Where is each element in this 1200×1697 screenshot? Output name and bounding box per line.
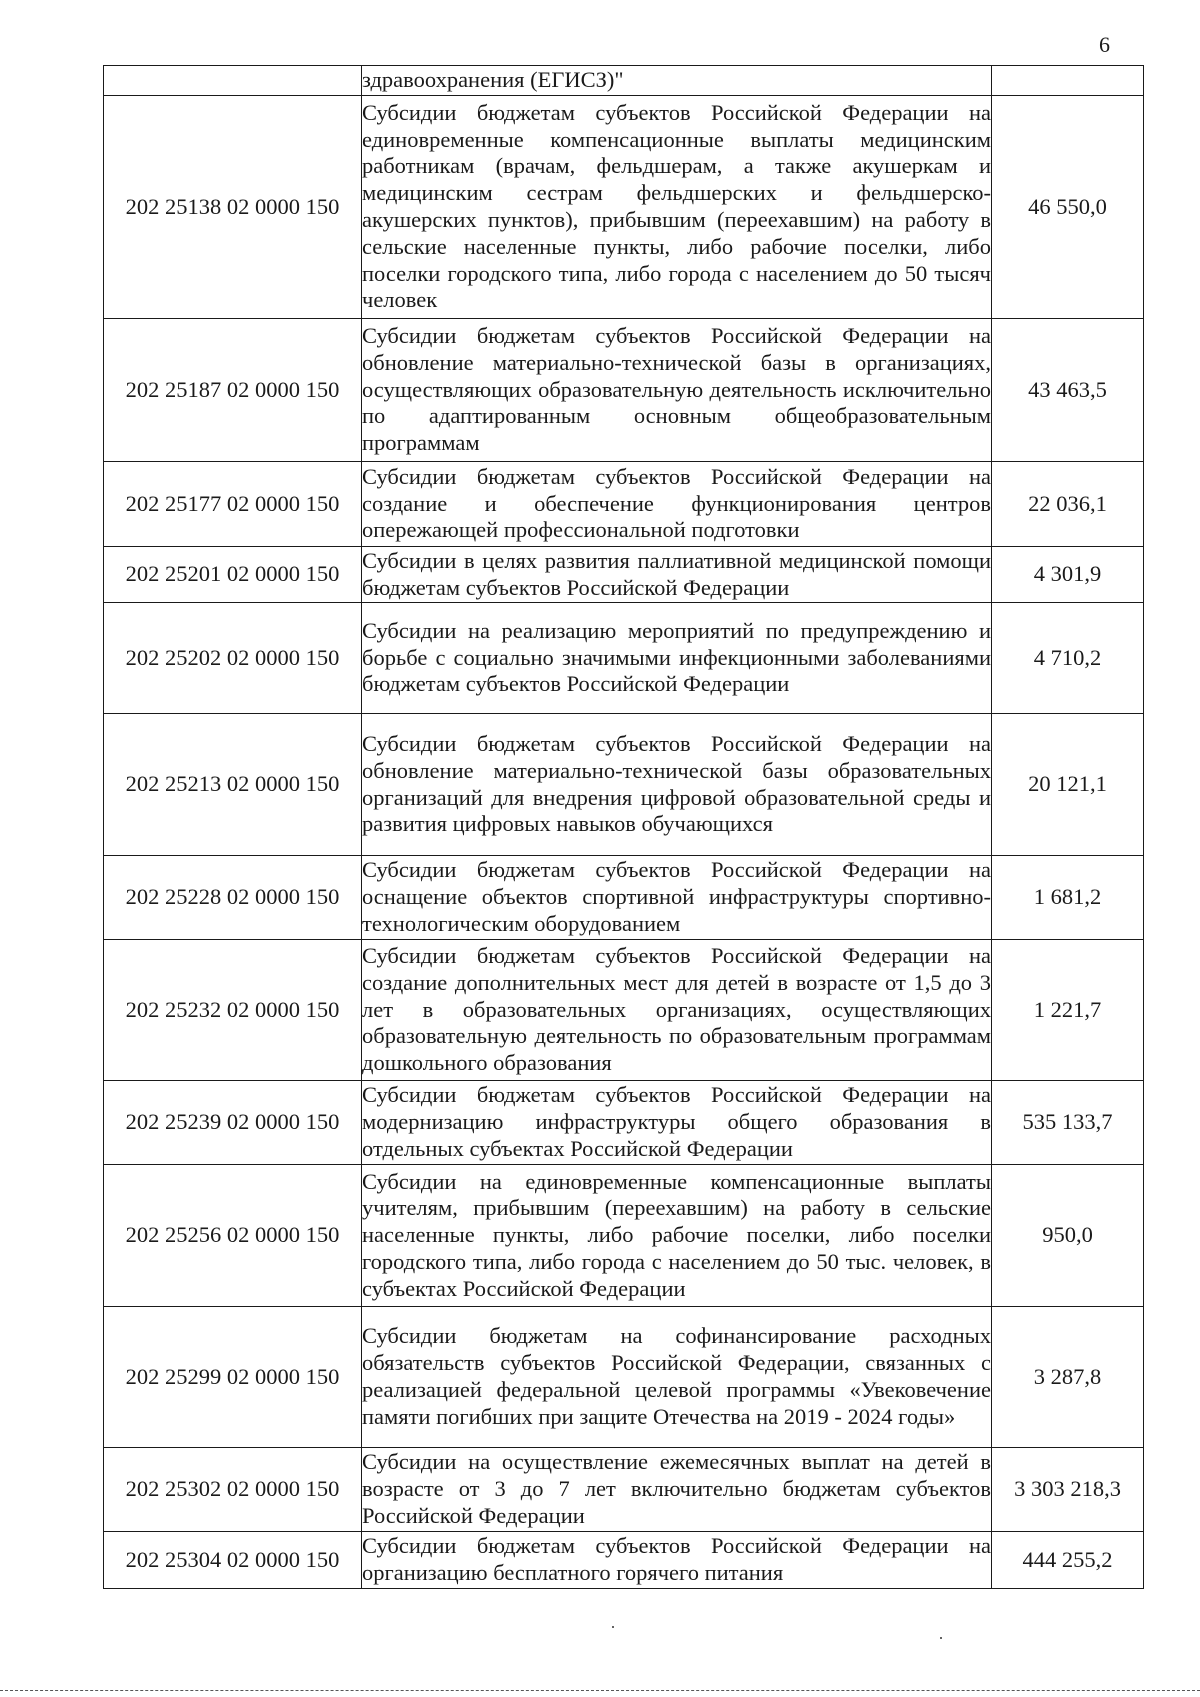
- table-row: [104, 547, 1144, 603]
- budget-code-cell: [104, 66, 362, 96]
- budget-table: [103, 65, 1144, 1589]
- subsidy-description-cell: Субсидии бюджетам на софинансирование расходных обязательств субъектов Российской Федерации, связанных с реализацией федеральной целевой программы «Увековечение памяти погибших при защите Отечества на 2019 - 2024 годы»: [362, 1307, 992, 1448]
- amount-cell: 3 287,8: [992, 1307, 1144, 1448]
- budget-code-cell: 202 25213 02 0000 150: [104, 714, 362, 856]
- subsidy-description-cell: Субсидии бюджетам субъектов Российской Федерации на создание и обеспечение функционирования центров опережающей профессиональной подготовки: [362, 462, 992, 547]
- amount-cell: [992, 66, 1144, 96]
- subsidy-description-cell: Субсидии на единовременные компенсационные выплаты учителям, прибывшим (переехавшим) на работу в сельские населенные пункты, либо рабочие поселки, либо поселки городского типа, либо города с населением до 50 тыс. человек, в субъектах Российской Федерации: [362, 1165, 992, 1307]
- amount-cell: 1 681,2: [992, 856, 1144, 940]
- subsidy-description-cell: Субсидии бюджетам субъектов Российской Федерации на обновление материально-технической базы в организациях, осуществляющих образовательную деятельность исключительно по адаптированным основным общеобразовательным программам: [362, 319, 992, 462]
- amount-cell: 43 463,5: [992, 319, 1144, 462]
- amount-cell: 535 133,7: [992, 1081, 1144, 1165]
- table-row: [104, 603, 1144, 714]
- table-row: [104, 319, 1144, 462]
- budget-code-cell: 202 25177 02 0000 150: [104, 462, 362, 547]
- budget-code-cell: 202 25138 02 0000 150: [104, 96, 362, 319]
- budget-code-cell: 202 25202 02 0000 150: [104, 603, 362, 714]
- table-row: [104, 714, 1144, 856]
- table-row: [104, 66, 1144, 96]
- budget-code-cell: 202 25232 02 0000 150: [104, 940, 362, 1081]
- scan-speck: [940, 1637, 942, 1639]
- subsidy-description-cell: Субсидии бюджетам субъектов Российской Федерации на организацию бесплатного горячего питания: [362, 1532, 992, 1589]
- table-row: [104, 1081, 1144, 1165]
- subsidy-description-cell: Субсидии бюджетам субъектов Российской Федерации на модернизацию инфраструктуры общего образования в отдельных субъектах Российской Федерации: [362, 1081, 992, 1165]
- subsidy-description-cell: Субсидии на осуществление ежемесячных выплат на детей в возрасте от 3 до 7 лет включительно бюджетам субъектов Российской Федерации: [362, 1448, 992, 1532]
- subsidy-description-cell: Субсидии бюджетам субъектов Российской Федерации на единовременные компенсационные выплаты медицинским работникам (врачам, фельдшерам, а также акушеркам и медицинским сестрам фельдшерских и фельдшерско-акушерских пунктов), прибывшим (переехавшим) на работу в сельские населенные пункты, либо рабочие поселки, либо поселки городского типа, либо города с населением до 50 тысяч человек: [362, 96, 992, 319]
- subsidy-description-cell: Субсидии на реализацию мероприятий по предупреждению и борьбе с социально значимыми инфекционными заболеваниями бюджетам субъектов Российской Федерации: [362, 603, 992, 714]
- table-row: [104, 940, 1144, 1081]
- subsidy-description-cell: Субсидии бюджетам субъектов Российской Федерации на создание дополнительных мест для детей в возрасте от 1,5 до 3 лет в образовательных организациях, осуществляющих образовательную деятельность по образовательным программам дошкольного образования: [362, 940, 992, 1081]
- subsidy-description-cell: Субсидии бюджетам субъектов Российской Федерации на оснащение объектов спортивной инфраструктуры спортивно-технологическим оборудованием: [362, 856, 992, 940]
- budget-code-cell: 202 25299 02 0000 150: [104, 1307, 362, 1448]
- table-row: [104, 462, 1144, 547]
- amount-cell: 46 550,0: [992, 96, 1144, 319]
- amount-cell: 3 303 218,3: [992, 1448, 1144, 1532]
- subsidy-description-cell: здравоохранения (ЕГИСЗ)": [362, 66, 992, 96]
- budget-code-cell: 202 25239 02 0000 150: [104, 1081, 362, 1165]
- amount-cell: 20 121,1: [992, 714, 1144, 856]
- budget-code-cell: 202 25304 02 0000 150: [104, 1532, 362, 1589]
- amount-cell: 22 036,1: [992, 462, 1144, 547]
- amount-cell: 950,0: [992, 1165, 1144, 1307]
- table-row: [104, 856, 1144, 940]
- budget-code-cell: 202 25201 02 0000 150: [104, 547, 362, 603]
- amount-cell: 1 221,7: [992, 940, 1144, 1081]
- table-row: [104, 1448, 1144, 1532]
- table-row: [104, 1532, 1144, 1589]
- budget-table-body: [104, 66, 1144, 1589]
- page-number: 6: [1099, 32, 1110, 57]
- table-row: [104, 1165, 1144, 1307]
- scan-edge-line: [0, 1690, 1200, 1691]
- subsidy-description-cell: Субсидии в целях развития паллиативной медицинской помощи бюджетам субъектов Российской Федерации: [362, 547, 992, 603]
- budget-code-cell: 202 25187 02 0000 150: [104, 319, 362, 462]
- budget-code-cell: 202 25256 02 0000 150: [104, 1165, 362, 1307]
- amount-cell: 444 255,2: [992, 1532, 1144, 1589]
- table-row: [104, 1307, 1144, 1448]
- subsidy-description-cell: Субсидии бюджетам субъектов Российской Федерации на обновление материально-технической базы образовательных организаций для внедрения цифровой образовательной среды и развития цифровых навыков обучающихся: [362, 714, 992, 856]
- scan-speck: [612, 1626, 614, 1628]
- amount-cell: 4 710,2: [992, 603, 1144, 714]
- budget-code-cell: 202 25302 02 0000 150: [104, 1448, 362, 1532]
- table-row: [104, 96, 1144, 319]
- budget-code-cell: 202 25228 02 0000 150: [104, 856, 362, 940]
- amount-cell: 4 301,9: [992, 547, 1144, 603]
